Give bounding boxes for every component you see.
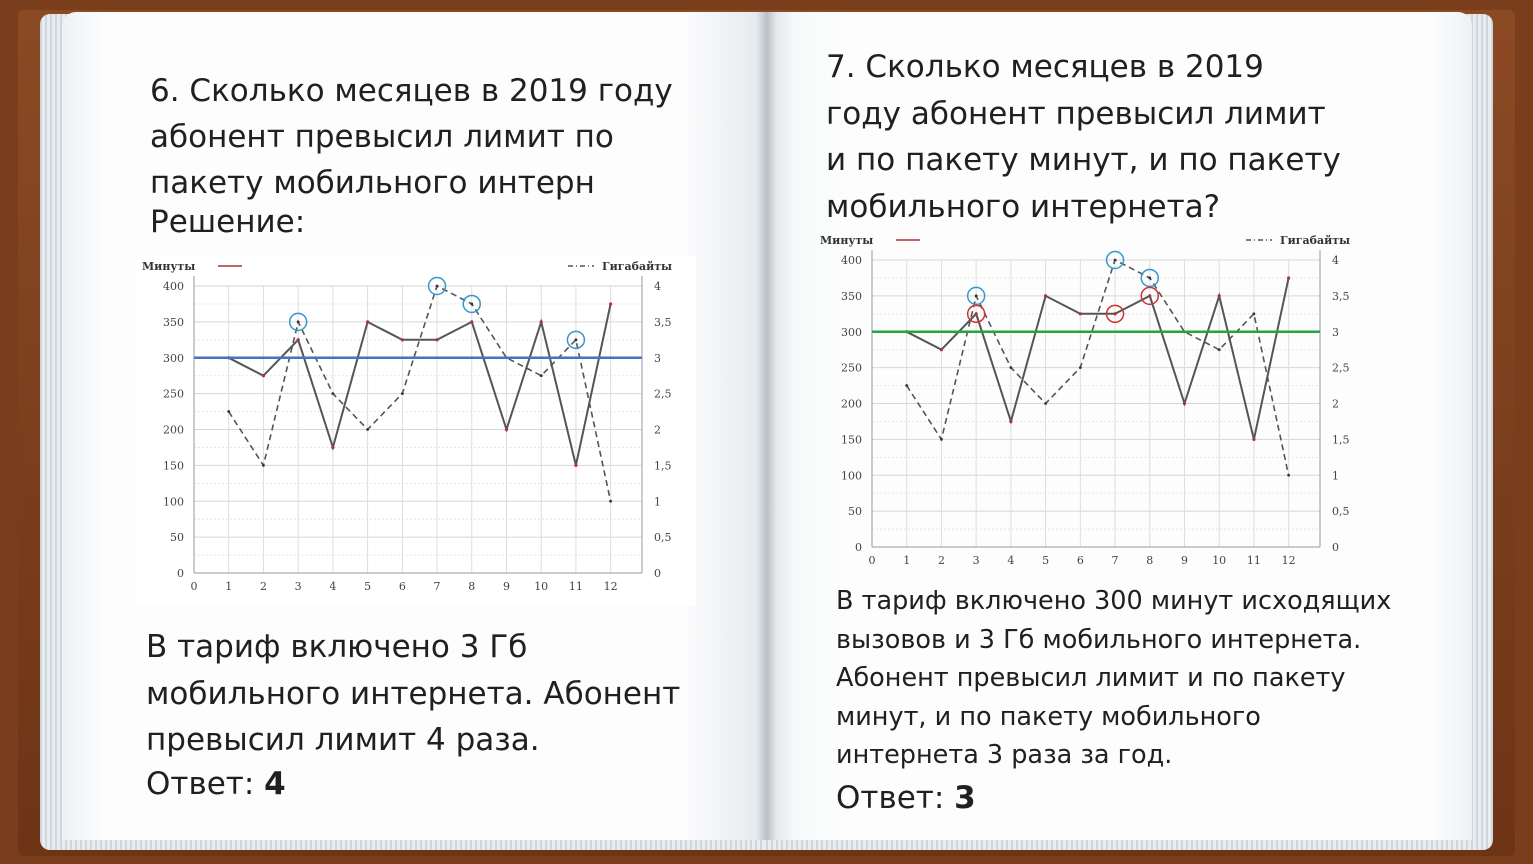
answer-label: Ответ: (146, 766, 265, 802)
y-tick-label-right: 2,5 (1332, 361, 1350, 375)
data-point-minutes (331, 446, 334, 449)
x-tick-label: 7 (1111, 554, 1119, 567)
data-point-gigabytes (297, 320, 300, 323)
chart-left-svg (136, 256, 696, 606)
question-line: и по пакету минут, и по пакету (826, 142, 1341, 178)
y-tick-label-right: 0 (654, 567, 661, 580)
y-tick-label-left: 200 (163, 423, 184, 437)
data-point-gigabytes (575, 338, 578, 341)
legend-label-minutes: Минуты (142, 260, 196, 273)
x-tick-label: 9 (1180, 554, 1188, 567)
data-point-minutes (574, 464, 577, 467)
y-tick-label-left: 0 (855, 541, 862, 554)
answer-6 (146, 764, 286, 804)
y-tick-label-left: 250 (163, 387, 184, 401)
explanation-line: интернета 3 раза за год. (836, 740, 1173, 770)
data-point-minutes (540, 320, 543, 323)
data-point-gigabytes (975, 294, 978, 297)
explanation-line: В тариф включено 3 Гб (146, 629, 528, 665)
chart-right (814, 230, 1374, 580)
series-line-minutes (907, 278, 1289, 440)
question-6 (150, 68, 673, 206)
data-point-gigabytes (940, 438, 943, 441)
solution-label: Решение: (150, 204, 306, 240)
data-point-gigabytes (331, 392, 334, 395)
data-point-minutes (401, 338, 404, 341)
x-tick-label: 12 (1281, 554, 1296, 567)
data-point-gigabytes (1148, 277, 1151, 280)
data-point-gigabytes (609, 500, 612, 503)
x-tick-label: 10 (1212, 554, 1227, 567)
data-point-gigabytes (1044, 402, 1047, 405)
data-point-gigabytes (1253, 312, 1256, 315)
explanation-line: превысил лимит 4 раза. (146, 722, 540, 758)
data-point-minutes (1079, 312, 1082, 315)
y-tick-label-right: 1,5 (654, 459, 672, 473)
explanation-7 (836, 582, 1391, 775)
x-tick-label: 4 (1007, 554, 1015, 567)
y-tick-label-right: 2 (654, 423, 661, 437)
data-point-gigabytes (227, 410, 230, 413)
data-point-minutes (1148, 294, 1151, 297)
data-point-minutes (940, 348, 943, 351)
y-tick-label-right: 4 (1332, 254, 1339, 267)
y-tick-label-left: 50 (170, 531, 184, 545)
y-tick-label-right: 3,5 (1332, 289, 1350, 303)
x-tick-label: 0 (190, 580, 198, 593)
legend-label-gigabytes: Гигабайты (602, 260, 673, 273)
question-line: 7. Сколько месяцев в 2019 (826, 49, 1264, 85)
x-tick-label: 6 (1076, 554, 1084, 567)
y-tick-label-left: 400 (841, 254, 862, 267)
data-point-minutes (1113, 312, 1116, 315)
data-point-gigabytes (366, 428, 369, 431)
x-tick-label: 7 (433, 580, 441, 593)
y-tick-label-right: 1 (1332, 469, 1339, 483)
x-tick-label: 2 (937, 554, 945, 567)
data-point-minutes (975, 312, 978, 315)
y-tick-label-right: 0 (1332, 541, 1339, 554)
explanation-line: В тариф включено 300 минут исходящих (836, 586, 1392, 616)
y-tick-label-left: 150 (841, 433, 862, 447)
legend-label-gigabytes: Гигабайты (1280, 234, 1351, 247)
y-tick-label-left: 0 (177, 567, 184, 580)
x-tick-label: 3 (294, 580, 302, 593)
y-tick-label-right: 2,5 (654, 387, 672, 401)
data-point-gigabytes (262, 464, 265, 467)
y-tick-label-right: 2 (1332, 397, 1339, 411)
data-point-minutes (505, 428, 508, 431)
answer-label: Ответ: (836, 780, 955, 816)
question-line: пакету мобильного интерн (150, 165, 595, 201)
x-tick-label: 1 (225, 580, 233, 593)
data-point-minutes (366, 320, 369, 323)
data-point-gigabytes (905, 384, 908, 387)
y-tick-label-right: 0,5 (1332, 505, 1350, 519)
explanation-line: вызовов и 3 Гб мобильного интернета. (836, 624, 1362, 655)
x-tick-label: 2 (259, 580, 267, 593)
data-point-gigabytes (401, 392, 404, 395)
answer-7 (836, 778, 976, 818)
x-tick-label: 3 (972, 554, 980, 567)
question-line: мобильного интернета? (826, 188, 1221, 225)
x-tick-label: 5 (1042, 554, 1050, 567)
x-tick-label: 8 (468, 580, 476, 593)
data-point-minutes (297, 338, 300, 341)
chart-left (136, 256, 696, 606)
y-tick-label-right: 3 (1332, 325, 1339, 339)
x-tick-label: 4 (329, 580, 337, 593)
data-point-minutes (262, 374, 265, 377)
y-tick-label-left: 350 (163, 315, 184, 329)
data-point-gigabytes (1218, 348, 1221, 351)
data-point-minutes (1252, 438, 1255, 441)
question-line: году абонент превысил лимит (826, 95, 1326, 132)
y-tick-label-left: 400 (163, 280, 184, 293)
x-tick-label: 11 (568, 580, 583, 593)
y-tick-label-left: 150 (163, 459, 184, 473)
legend-label-minutes: Минуты (820, 234, 874, 247)
y-tick-label-right: 1,5 (1332, 433, 1350, 447)
data-point-minutes (1044, 294, 1047, 297)
explanation-line: минут, и по пакету мобильного (836, 701, 1261, 732)
data-point-gigabytes (1287, 474, 1290, 477)
x-tick-label: 0 (868, 554, 876, 567)
data-point-minutes (470, 320, 473, 323)
x-tick-label: 8 (1146, 554, 1154, 567)
answer-value: 3 (954, 780, 976, 816)
y-tick-label-left: 350 (841, 289, 862, 303)
x-tick-label: 1 (903, 554, 911, 567)
data-point-minutes (1287, 276, 1290, 279)
data-point-minutes (1218, 294, 1221, 297)
question-7 (826, 44, 1341, 230)
explanation-line: Абонент превысил лимит и по пакету (836, 663, 1346, 693)
y-tick-label-left: 200 (841, 397, 862, 411)
data-point-gigabytes (1079, 366, 1082, 369)
explanation-6 (146, 624, 680, 764)
x-tick-label: 6 (398, 580, 406, 593)
data-point-minutes (609, 302, 612, 305)
y-tick-label-left: 250 (841, 361, 862, 375)
y-tick-label-right: 0,5 (654, 531, 672, 545)
x-tick-label: 12 (603, 580, 618, 593)
data-point-minutes (435, 338, 438, 341)
answer-value: 4 (264, 766, 286, 802)
y-tick-label-right: 3,5 (654, 315, 672, 329)
x-tick-label: 9 (502, 580, 510, 593)
explanation-line: мобильного интернета. Абонент (146, 675, 681, 712)
data-point-minutes (1009, 420, 1012, 423)
y-tick-label-right: 1 (654, 495, 661, 509)
y-tick-label-left: 300 (841, 325, 862, 339)
series-line-minutes (229, 304, 611, 466)
y-tick-label-left: 100 (163, 495, 184, 509)
x-tick-label: 11 (1246, 554, 1261, 567)
data-point-gigabytes (1114, 259, 1117, 262)
data-point-minutes (1183, 402, 1186, 405)
y-tick-label-right: 4 (654, 280, 661, 293)
chart-right-svg (814, 230, 1374, 580)
y-tick-label-right: 3 (654, 351, 661, 365)
y-tick-label-left: 300 (163, 351, 184, 365)
y-tick-label-left: 100 (841, 469, 862, 483)
y-tick-label-left: 50 (848, 505, 862, 519)
x-tick-label: 5 (364, 580, 372, 593)
question-line: абонент превысил лимит по (150, 119, 614, 155)
data-point-gigabytes (1009, 366, 1012, 369)
data-point-gigabytes (540, 374, 543, 377)
question-line: 6. Сколько месяцев в 2019 году (150, 73, 673, 109)
book-spine (756, 12, 776, 840)
data-point-gigabytes (436, 285, 439, 288)
x-tick-label: 10 (534, 580, 549, 593)
data-point-gigabytes (470, 303, 473, 306)
